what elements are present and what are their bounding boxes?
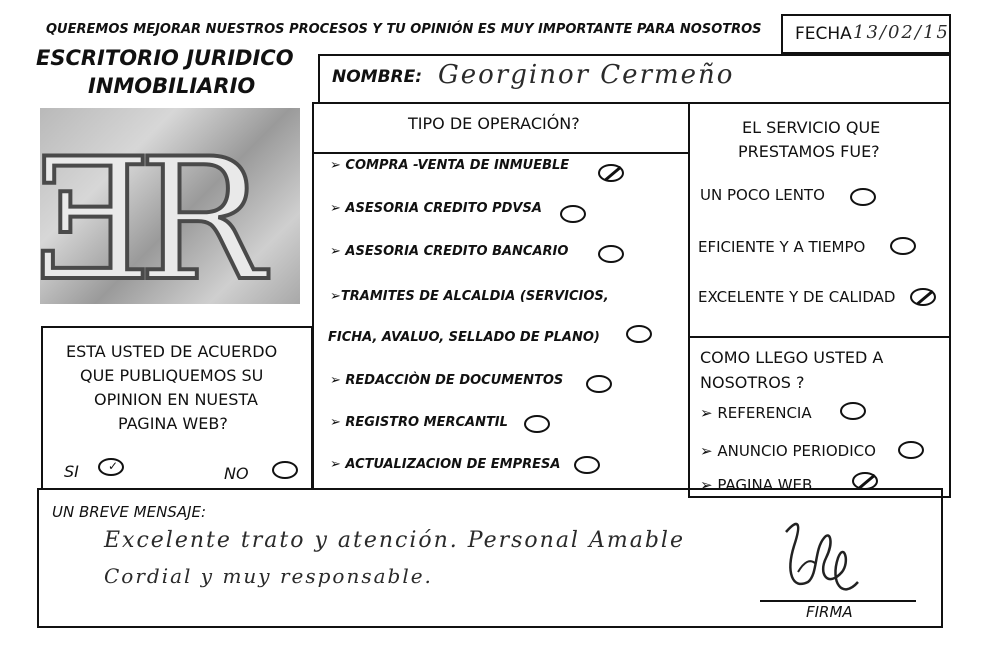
como-llego-option-anuncio: ➢ ANUNCIO PERIODICO bbox=[700, 442, 876, 460]
publicar-no-label: NO bbox=[224, 464, 249, 483]
servicio-option-excelente: EXCELENTE Y DE CALIDAD bbox=[698, 288, 896, 306]
tipo-checkbox-pdvsa[interactable] bbox=[560, 205, 586, 223]
como-llego-option-pagina-web: ➢ PAGINA WEB bbox=[700, 476, 813, 494]
publicar-no-checkbox[interactable] bbox=[272, 461, 298, 479]
mensaje-label: UN BREVE MENSAJE: bbox=[52, 503, 207, 521]
publicar-question-line2: QUE PUBLIQUEMOS SU bbox=[80, 366, 264, 385]
mensaje-text-line2[interactable]: Cordial y muy responsable. bbox=[104, 564, 433, 588]
tipo-operacion-title: TIPO DE OPERACIÓN? bbox=[408, 114, 580, 133]
publicar-question-line3: OPINION EN NUESTA bbox=[94, 390, 258, 409]
publicar-si-label: SI bbox=[64, 462, 79, 481]
tipo-checkbox-bancario[interactable] bbox=[598, 245, 624, 263]
como-llego-checkbox-anuncio[interactable] bbox=[898, 441, 924, 459]
publicar-si-mark: ✓ bbox=[108, 459, 119, 473]
servicio-checkbox-eficiente[interactable] bbox=[890, 237, 916, 255]
nombre-box bbox=[318, 54, 951, 104]
tipo-checkbox-actualizacion[interactable] bbox=[574, 456, 600, 474]
tipo-option-alcaldia-line2: FICHA, AVALUO, SELLADO DE PLANO) bbox=[328, 330, 600, 345]
tipo-option-actualizacion: ➢ ACTUALIZACION DE EMPRESA bbox=[330, 457, 561, 472]
tipo-operacion-divider bbox=[312, 152, 690, 154]
signature-mark bbox=[768, 512, 868, 604]
servicio-option-eficiente: EFICIENTE Y A TIEMPO bbox=[698, 238, 866, 256]
company-logo bbox=[40, 108, 300, 304]
tipo-checkbox-registro[interactable] bbox=[524, 415, 550, 433]
logo-letter-r: R bbox=[138, 122, 265, 304]
tipo-option-redaccion: ➢ REDACCIÒN DE DOCUMENTOS bbox=[330, 373, 564, 388]
como-llego-option-referencia: ➢ REFERENCIA bbox=[700, 404, 812, 422]
nombre-label: NOMBRE: bbox=[332, 67, 423, 87]
tipo-checkbox-compra-venta[interactable] bbox=[598, 164, 624, 182]
tipo-checkbox-alcaldia[interactable] bbox=[626, 325, 652, 343]
tipo-option-alcaldia-line1: ➢TRAMITES DE ALCALDIA (SERVICIOS, bbox=[330, 289, 609, 304]
publicar-question-line1: ESTA USTED DE ACUERDO bbox=[66, 342, 278, 361]
como-llego-title-line1: COMO LLEGO USTED A bbox=[700, 348, 884, 367]
survey-tagline: QUEREMOS MEJORAR NUESTROS PROCESOS Y TU OPINIÓN ES MUY IMPORTANTE PARA NOSOTROS bbox=[46, 22, 762, 37]
tipo-option-pdvsa: ➢ ASESORIA CREDITO PDVSA bbox=[330, 201, 542, 216]
tipo-checkbox-redaccion[interactable] bbox=[586, 375, 612, 393]
servicio-checkbox-excelente[interactable] bbox=[910, 288, 936, 306]
servicio-checkbox-lento[interactable] bbox=[850, 188, 876, 206]
company-name-line2: INMOBILIARIO bbox=[88, 74, 256, 98]
tipo-option-compra-venta: ➢ COMPRA -VENTA DE INMUEBLE bbox=[330, 158, 570, 173]
firma-label: FIRMA bbox=[806, 603, 853, 621]
fecha-label: FECHA bbox=[795, 24, 852, 44]
tipo-option-registro: ➢ REGISTRO MERCANTIL bbox=[330, 415, 508, 430]
fecha-box bbox=[781, 14, 951, 54]
nombre-value[interactable]: Georginor Cermeño bbox=[438, 60, 735, 90]
publicar-si-checkbox[interactable] bbox=[98, 458, 124, 476]
publicar-question-line4: PAGINA WEB? bbox=[118, 414, 228, 433]
servicio-title-line1: EL SERVICIO QUE bbox=[742, 118, 881, 137]
servicio-title-line2: PRESTAMOS FUE? bbox=[738, 142, 880, 161]
mensaje-text-line1[interactable]: Excelente trato y atención. Personal Amable bbox=[104, 528, 685, 553]
firma-line bbox=[760, 600, 916, 602]
tipo-option-bancario: ➢ ASESORIA CREDITO BANCARIO bbox=[330, 244, 569, 259]
como-llego-checkbox-referencia[interactable] bbox=[840, 402, 866, 420]
servicio-option-lento: UN POCO LENTO bbox=[700, 186, 825, 204]
logo-letter-e: E bbox=[40, 122, 152, 304]
como-llego-title-line2: NOSOTROS ? bbox=[700, 373, 805, 392]
fecha-value[interactable]: 13/02/15 bbox=[853, 22, 950, 43]
company-name-line1: ESCRITORIO JURIDICO bbox=[36, 46, 294, 70]
